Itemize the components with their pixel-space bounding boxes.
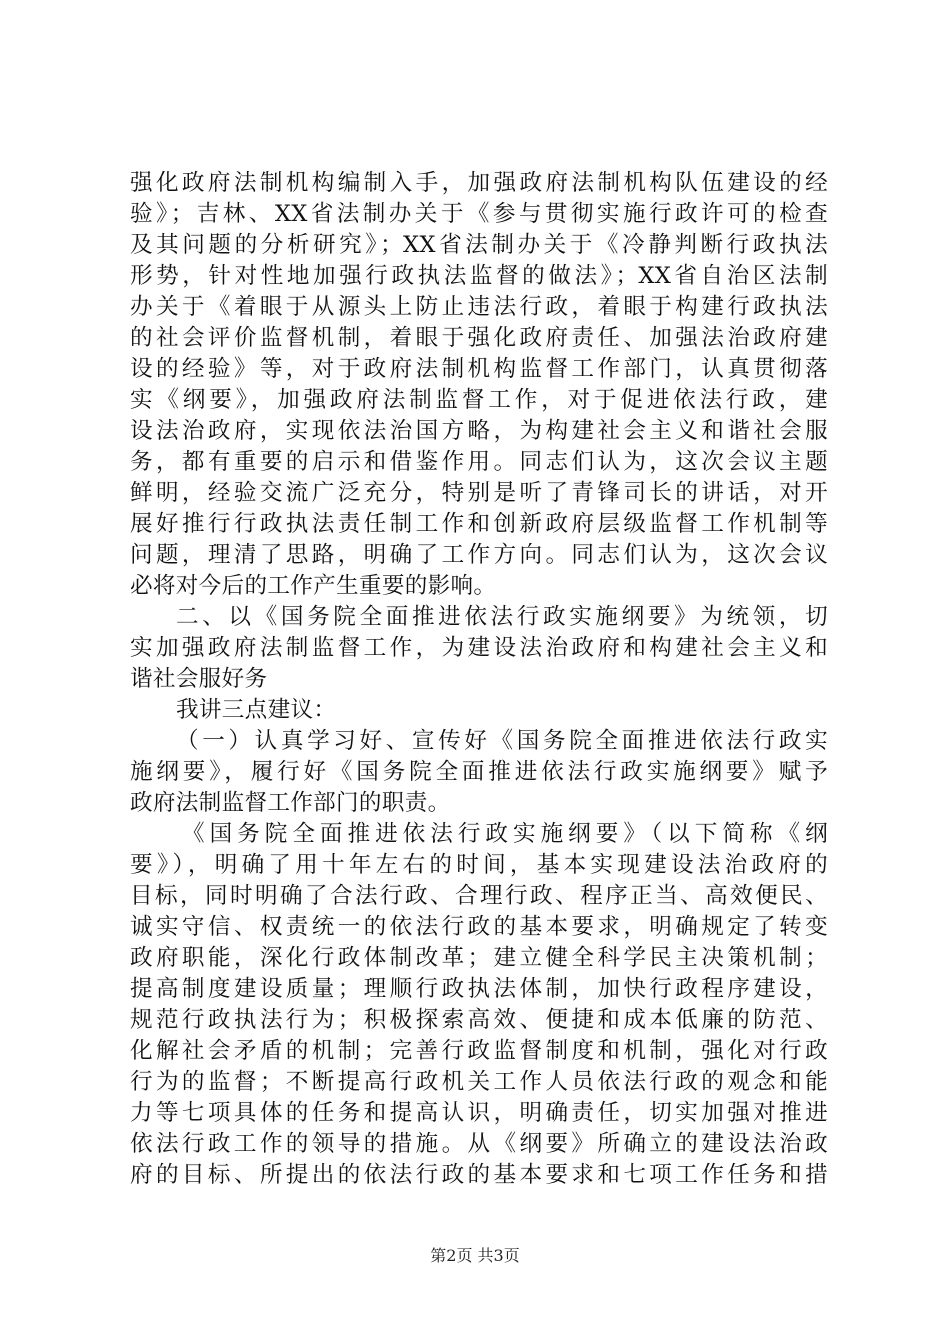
text-line: 务，都有重要的启示和借鉴作用。同志们认为，这次会议主题 bbox=[130, 449, 828, 475]
text-line: 诚实守信、权责统一的依法行政的基本要求，明确规定了转变 bbox=[130, 914, 828, 940]
text-line: 实《纲要》，加强政府法制监督工作，对于促进依法行政，建 bbox=[130, 387, 828, 413]
text-line: 《国务院全面推进依法行政实施纲要》（以下简称《纲 bbox=[182, 821, 828, 847]
text-line: 政府职能，深化行政体制改革；建立健全科学民主决策机制； bbox=[130, 945, 828, 971]
text-line: 必将对今后的工作产生重要的影响。 bbox=[130, 573, 497, 599]
section-heading-line: 谐社会服好务 bbox=[130, 666, 268, 692]
text-line: 力等七项具体的任务和提高认识，明确责任，切实加强对推进 bbox=[130, 1100, 828, 1126]
text-line: 设法治政府，实现依法治国方略，为构建社会主义和谐社会服 bbox=[130, 418, 828, 444]
text-line: 验》；吉林、XX省法制办关于《参与贯彻实施行政许可的检查 bbox=[130, 201, 828, 227]
text-line: 及其问题的分析研究》；XX省法制办关于《冷静判断行政执法 bbox=[130, 232, 828, 258]
subsection-heading-line: 政府法制监督工作部门的职责。 bbox=[130, 790, 451, 816]
text-line: 行为的监督；不断提高行政机关工作人员依法行政的观念和能 bbox=[130, 1069, 828, 1095]
subsection-heading-line: 施纲要》，履行好《国务院全面推进依法行政实施纲要》赋予 bbox=[130, 759, 828, 785]
text-line: 的社会评价监督机制，着眼于强化政府责任、加强法治政府建 bbox=[130, 325, 828, 351]
text-line: 形势，针对性地加强行政执法监督的做法》；XX省自治区法制 bbox=[130, 263, 828, 289]
text-line: 依法行政工作的领导的措施。从《纲要》所确立的建设法治政 bbox=[130, 1131, 828, 1157]
text-line: 化解社会矛盾的机制；完善行政监督制度和机制，强化对行政 bbox=[130, 1038, 828, 1064]
text-line: 问题，理清了思路，明确了工作方向。同志们认为，这次会议 bbox=[130, 542, 828, 568]
section-heading-line: 实加强政府法制监督工作，为建设法治政府和构建社会主义和 bbox=[130, 635, 828, 661]
text-line: 鲜明，经验交流广泛充分，特别是听了青锋司长的讲话，对开 bbox=[130, 480, 828, 506]
text-line: 提高制度建设质量；理顺行政执法体制，加快行政程序建设， bbox=[130, 976, 828, 1002]
text-line: 办关于《着眼于从源头上防止违法行政，着眼于构建行政执法 bbox=[130, 294, 828, 320]
subsection-heading-line: （一）认真学习好、宣传好《国务院全面推进依法行政实 bbox=[176, 728, 828, 754]
page-number-footer: 第2页 共3页 bbox=[430, 1246, 520, 1265]
document-body bbox=[130, 168, 828, 1191]
text-line: 要》），明确了用十年左右的时间，基本实现建设法治政府的 bbox=[130, 852, 828, 878]
text-line: 设的经验》等，对于政府法制机构监督工作部门，认真贯彻落 bbox=[130, 356, 828, 382]
text-line: 府的目标、所提出的依法行政的基本要求和七项工作任务和措 bbox=[130, 1162, 828, 1188]
section-heading-line: 二、以《国务院全面推进依法行政实施纲要》为统领，切 bbox=[176, 604, 828, 630]
text-line: 规范行政执法行为；积极探索高效、便捷和成本低廉的防范、 bbox=[130, 1007, 828, 1033]
text-line: 目标，同时明确了合法行政、合理行政、程序正当、高效便民、 bbox=[130, 883, 828, 909]
text-line: 强化政府法制机构编制入手，加强政府法制机构队伍建设的经 bbox=[130, 170, 828, 196]
text-line: 我讲三点建议： bbox=[176, 697, 337, 723]
text-line: 展好推行行政执法责任制工作和创新政府层级监督工作机制等 bbox=[130, 511, 828, 537]
